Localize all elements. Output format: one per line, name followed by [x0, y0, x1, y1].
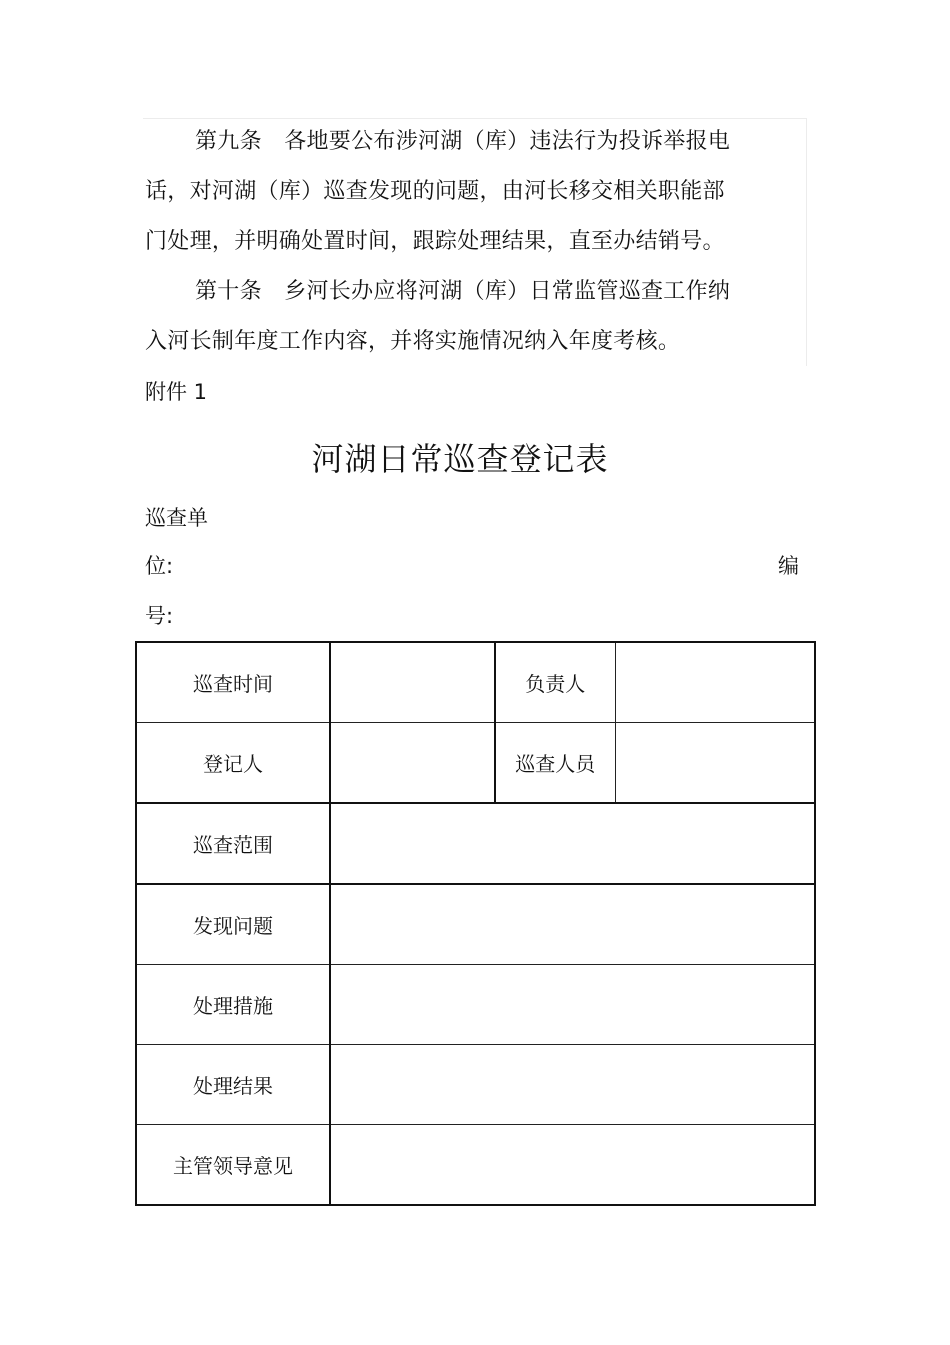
- patrol-staff-field[interactable]: [615, 723, 815, 804]
- registrar-field[interactable]: [330, 723, 495, 804]
- leader-opinion-label: 主管领导意见: [136, 1125, 330, 1206]
- serial-number-label-line1: 编: [778, 554, 799, 578]
- registrar-label: 登记人: [136, 723, 330, 804]
- handling-measures-label: 处理措施: [136, 965, 330, 1045]
- leader-opinion-field[interactable]: [330, 1125, 815, 1206]
- form-row: [136, 1125, 815, 1206]
- handling-result-field[interactable]: [330, 1045, 815, 1125]
- form-row: [136, 723, 815, 804]
- person-in-charge-field[interactable]: [615, 642, 815, 723]
- patrol-time-label: 巡查时间: [136, 642, 330, 723]
- article-10-line-1: 第十条 乡河长办应将河湖（库）日常监管巡查工作纳: [195, 279, 731, 304]
- inspection-unit-label-line1: 巡查单: [145, 506, 208, 530]
- serial-number-label-line2: 号:: [145, 604, 174, 628]
- issues-found-label: 发现问题: [136, 884, 330, 965]
- article-10-line-2: 入河长制年度工作内容，并将实施情况纳入年度考核。: [145, 329, 681, 354]
- annex-label: 附件 1: [145, 380, 208, 404]
- form-row: [136, 965, 815, 1045]
- patrol-scope-field[interactable]: [330, 803, 815, 884]
- patrol-registration-form: [135, 641, 816, 1206]
- form-row: [136, 803, 815, 884]
- inspection-unit-label-line2: 位:: [145, 554, 174, 578]
- form-row: [136, 1045, 815, 1125]
- patrol-time-field[interactable]: [330, 642, 495, 723]
- patrol-staff-label: 巡查人员: [495, 723, 615, 804]
- article-9-line-3: 门处理，并明确处置时间，跟踪处理结果，直至办结销号。: [145, 229, 725, 254]
- article-9-line-1: 第九条 各地要公布涉河湖（库）违法行为投诉举报电: [195, 129, 731, 154]
- person-in-charge-label: 负责人: [495, 642, 615, 723]
- handling-measures-field[interactable]: [330, 965, 815, 1045]
- form-row: [136, 642, 815, 723]
- form-row: [136, 884, 815, 965]
- article-9-line-2: 话，对河湖（库）巡查发现的问题，由河长移交相关职能部: [145, 179, 725, 204]
- patrol-scope-label: 巡查范围: [136, 803, 330, 884]
- issues-found-field[interactable]: [330, 884, 815, 965]
- handling-result-label: 处理结果: [136, 1045, 330, 1125]
- form-title: 河湖日常巡查登记表: [311, 440, 609, 478]
